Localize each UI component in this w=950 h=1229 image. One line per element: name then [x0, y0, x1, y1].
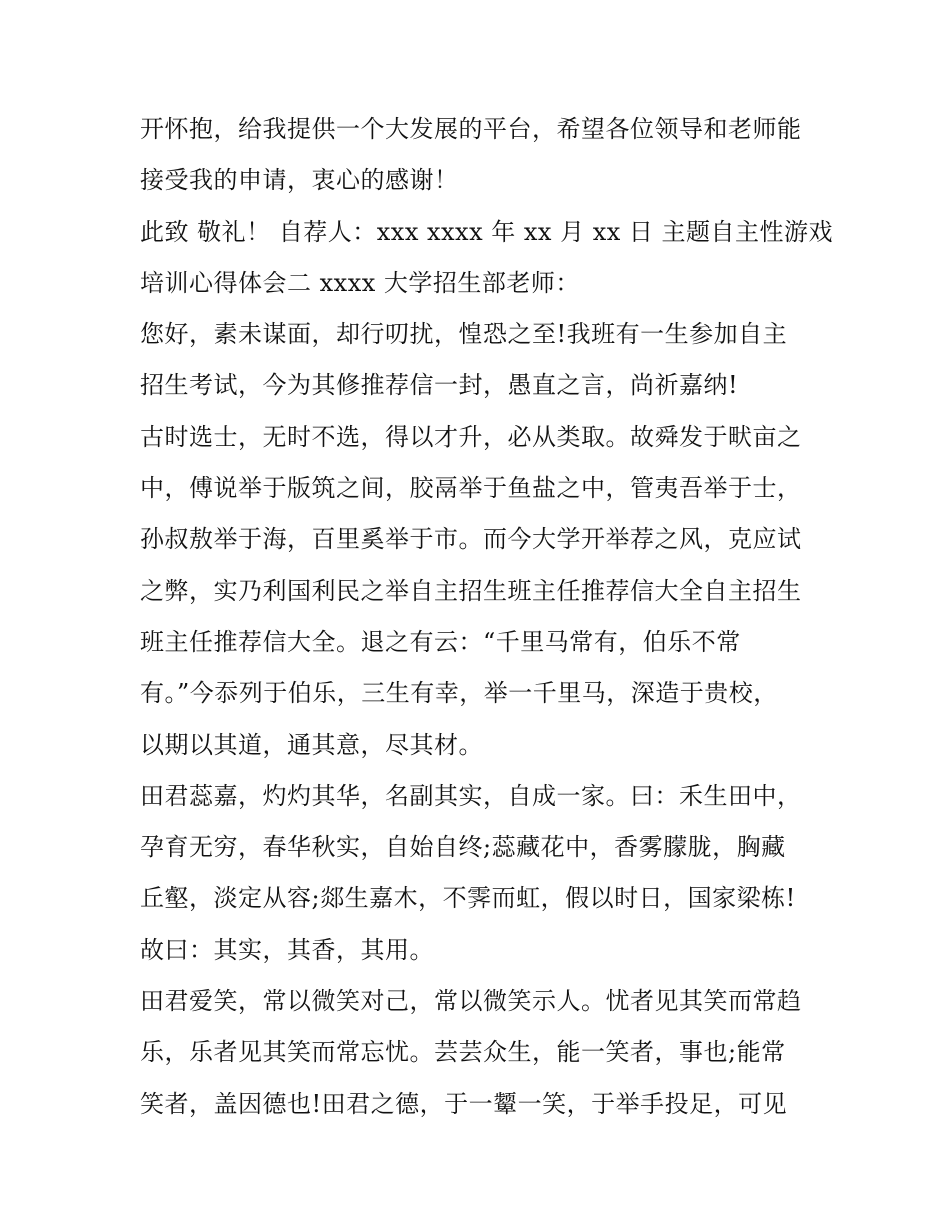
- text-line: 孕育无穷，春华秋实，自始自终;蕊藏花中，香雾朦胧，胸藏: [140, 833, 786, 862]
- text-line: 开怀抱，给我提供一个大发展的平台，希望各位领导和老师能: [140, 115, 802, 143]
- text-line: 中，傅说举于版筑之间，胶鬲举于鱼盐之中，管夷吾举于士，: [140, 474, 802, 503]
- text-line: 以期以其道，通其意，尽其材。: [140, 730, 483, 759]
- text-line: 丘壑，淡定从容;郯生嘉木，不霁而虹，假以时日，国家梁栋!: [140, 884, 796, 913]
- text-line: 此致 敬礼！ 自荐人：xxx xxxx 年 xx 月 xx 日 主题自主性游戏: [140, 217, 834, 246]
- body-text: [140, 104, 834, 1130]
- text-line: 有。”今忝列于伯乐，三生有幸，举一千里马，深造于贵校，: [140, 679, 778, 708]
- text-line: 孙叔敖举于海，百里奚举于市。而今大学开举荐之风，克应试: [140, 525, 802, 554]
- text-line: 之弊，实乃利国利民之举自主招生班主任推荐信大全自主招生: [140, 576, 802, 605]
- text-line: 培训心得体会二 xxxx 大学招生部老师：: [140, 268, 580, 297]
- text-line: 招生考试，今为其修推荐信一封，愚直之言，尚祈嘉纳!: [140, 371, 739, 400]
- text-line: 笑者，盖因德也!田君之德，于一颦一笑，于举手投足，可见: [140, 1089, 788, 1118]
- text-line: 田君蕊嘉，灼灼其华，名副其实，自成一家。曰：禾生田中，: [140, 781, 802, 810]
- text-line: 田君爱笑，常以微笑对己，常以微笑示人。忧者见其笑而常趋: [140, 987, 802, 1016]
- text-line: 班主任推荐信大全。退之有云：“千里马常有，伯乐不常: [140, 627, 741, 656]
- text-line: 您好，素未谋面，却行叨扰，惶恐之至!我班有一生参加自主: [140, 320, 788, 349]
- text-line: 接受我的申请，衷心的感谢！: [140, 166, 459, 195]
- text-line: 古时选士，无时不选，得以才升，必从类取。故舜发于畎亩之: [140, 422, 802, 451]
- text-line: 故曰：其实，其香，其用。: [140, 935, 434, 964]
- text-line: 乐，乐者见其笑而常忘忧。芸芸众生，能一笑者，事也;能常: [140, 1038, 786, 1067]
